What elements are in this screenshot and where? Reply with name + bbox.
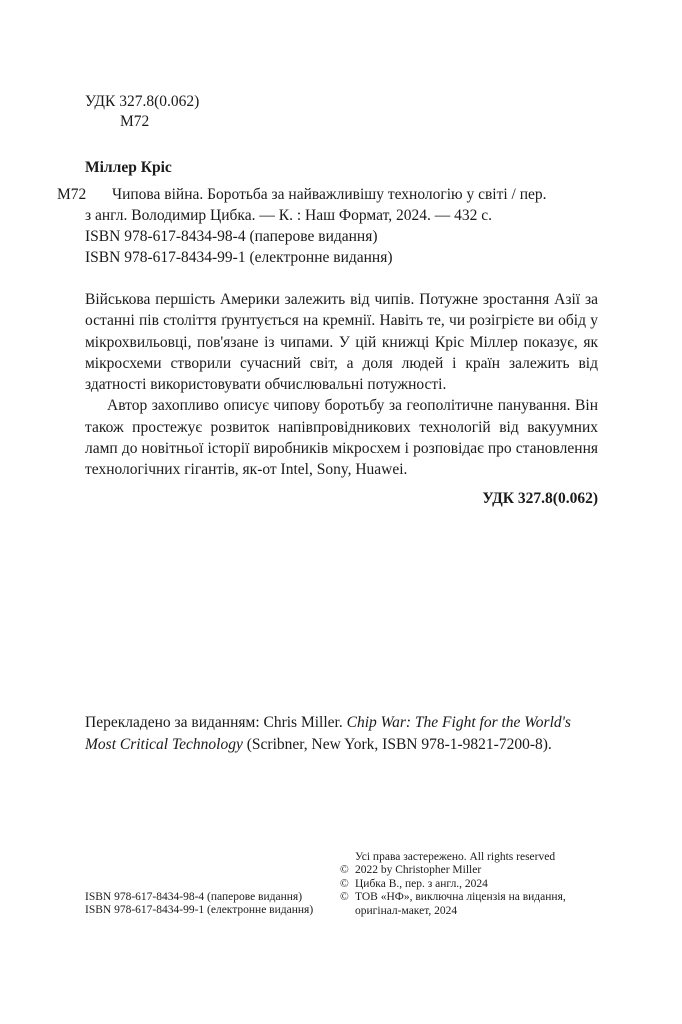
footer-isbn-electronic: ISBN 978-617-8434-99-1 (електронне видання) [85,904,314,917]
author-mark: М72 [120,113,150,130]
copyright-translator: © Цибка В., пер. з англ., 2024 [340,877,488,890]
footer-isbn-paper: ISBN 978-617-8434-98-4 (паперове видання) [85,891,303,903]
annotation [85,289,598,481]
biblio-isbn-electronic: ISBN 978-617-8434-99-1 (електронне видання) [85,249,393,266]
annotation-paragraph-2: Автор захопливо описує чипову боротьбу за геополітичне панування. Він також простежує розвиток напівпровідникових технологій від вакуумних ламп до новітньої історії виробників мікросхем і розповідає про становлення технологічних гігантів, як-от Intel, Sony, Huawei. [85,397,598,479]
biblio-code: М72 [57,186,87,203]
udk-code: УДК 327.8(0.062) [85,93,200,110]
udk-footer-code: УДК 327.8(0.062) [482,490,598,507]
rights-reserved: Усі права застережено. All rights reserved [355,851,556,863]
annotation-paragraph-1: Військова першість Америки залежить від чипів. Потужне зростання Азії за останні пів століття ґрунтується на кремнії. Навіть те, чи розігрієте ви обід у мікрохвильовці, пов'язане із чипами. У цій книжці Кріс Міллер показує, як мікросхеми створили сучасний світ, а доля людей і країн залежить від здатності використовувати обчислювальні потужності. [85,291,598,394]
biblio-title-line [57,184,602,205]
copyright-publisher-cont: оригінал-макет, 2024 [355,904,458,917]
translation-prefix: Перекладено за виданням: Chris Miller. [85,714,347,731]
translation-source [85,712,605,755]
biblio-title: Чипова війна. Боротьба за найважливішу технологію у світі / пер. [112,186,547,203]
copyright-block [340,851,566,918]
translation-suffix: (Scribner, New York, ISBN 978-1-9821-7200-8). [242,735,552,753]
udk-header [85,92,199,132]
original-title: Chip War: The Fight for the World's Most Critical Technology [85,714,571,753]
copyright-icon: © [340,864,349,877]
bibliographic-record [57,184,602,268]
copyright-icon: © [340,877,349,890]
copyright-author: © 2022 by Christopher Miller [340,864,482,877]
author-name: Міллер Кріс [85,159,172,176]
footer-isbn-block [85,891,313,918]
copyright-publisher: © ТОВ «НФ», виключна ліцензія на видання, [340,891,566,904]
biblio-publisher-line: з англ. Володимир Цибка. — К. : Наш Формат, 2024. — 432 с. [85,207,492,224]
copyright-icon: © [340,891,349,904]
biblio-isbn-paper: ISBN 978-617-8434-98-4 (паперове видання) [85,228,378,245]
